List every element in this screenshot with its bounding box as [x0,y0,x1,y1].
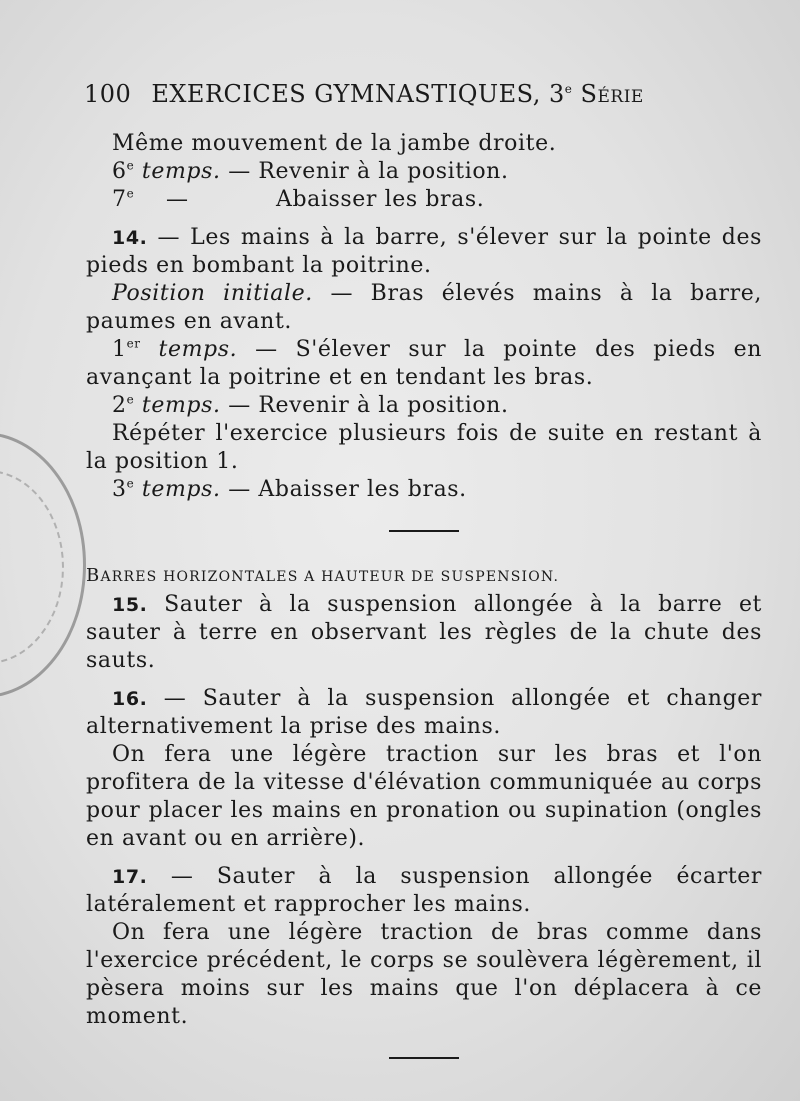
temps-7-dash: — [166,187,189,212]
header-serie-initial: S [580,80,598,108]
temps-7-text: Abaisser les bras. [276,187,485,212]
exercise-15 [86,591,762,675]
section-heading [86,562,762,591]
temps-7-number: 7 [112,187,127,212]
exercise-16-text: — Sauter à la suspension allongée et changer alternativement la prise des mains. [86,686,762,739]
temps-1-label: temps. [158,337,238,362]
exercise-14-title [86,224,762,280]
exercise-16-note: On fera une légère traction sur les bras et l'on profitera de la vitesse d'élévation communiquée au corps pour placer les mains en pronation ou supination (ongles en avant ou en arrière). [86,742,762,851]
exercise-14-temps-2 [86,392,762,420]
exercise-14-position [86,280,762,336]
temps-1-number: 1 [112,337,127,362]
temps-6-text: — Revenir à la position. [220,159,509,184]
temps-2-label: temps. [141,393,221,418]
exercise-15-text: Sauter à la suspension allongée à la barre et sauter à terre en observant les règles de la chute des sauts. [86,592,762,673]
temps-1-text: — S'élever sur la pointe des pieds en avançant la poitrine et en tendant les bras. [86,337,762,390]
temps-3-sup: e [126,476,135,491]
header-title-sup: e [564,82,573,96]
exercise-17-note: On fera une légère traction de bras comme dans l'exercice précédent, le corps se soulèvera légèrement, il pèsera moins sur les mains que l'on déplacera à ce moment. [86,920,762,1029]
temps-6-number: 6 [112,159,127,184]
temps-2-text: — Revenir à la position. [220,393,509,418]
header-title: EXERCICES GYMNASTIQUES, 3 [151,80,565,108]
exercise-14-repeat: Répéter l'exercice plusieurs fois de suite en restant à la position 1. [86,421,762,474]
exercise-17-text: — Sauter à la suspension allongée écarter latéralement et rapprocher les mains. [86,864,762,917]
line-jambe-droite: Même mouvement de la jambe droite. [112,131,557,156]
temps-3-number: 3 [112,477,127,502]
temps-2-number: 2 [112,393,127,418]
exercise-16 [86,685,762,741]
exercise-14-number: 14. [112,227,148,249]
page-number: 100 [84,80,132,108]
header-serie-rest: ÉRIE [597,87,644,107]
temps-1-sup: er [126,336,141,351]
section-divider [389,530,459,532]
exercise-17 [86,863,762,919]
exercise-14-text: — Les mains à la barre, s'élever sur la pointe des pieds en bombant la poitrine. [86,225,762,278]
exercise-17-number: 17. [112,866,148,888]
exercise-15-number: 15. [112,594,148,616]
exercise-14-temps-1 [86,336,762,392]
position-initiale-label: Position initiale. [112,281,313,306]
temps-7-sup: e [126,186,135,201]
temps-6-label: temps. [141,159,221,184]
section-heading-initial: B [86,565,101,586]
position-initiale-text: — Bras élevés mains à la barre, paumes en avant. [86,281,762,334]
end-divider [389,1057,459,1059]
temps-3-label: temps. [141,477,221,502]
section-heading-text: ARRES HORIZONTALES A HAUTEUR DE SUSPENSION. [100,569,560,585]
exercise-14-temps-3 [86,476,762,504]
line-temps-6 [86,158,762,186]
exercise-16-number: 16. [112,688,148,710]
running-header [84,80,724,108]
temps-6-sup: e [126,158,135,173]
temps-3-text: — Abaisser les bras. [220,477,467,502]
page-body [86,130,762,1089]
line-temps-7 [86,186,762,214]
temps-2-sup: e [126,392,135,407]
